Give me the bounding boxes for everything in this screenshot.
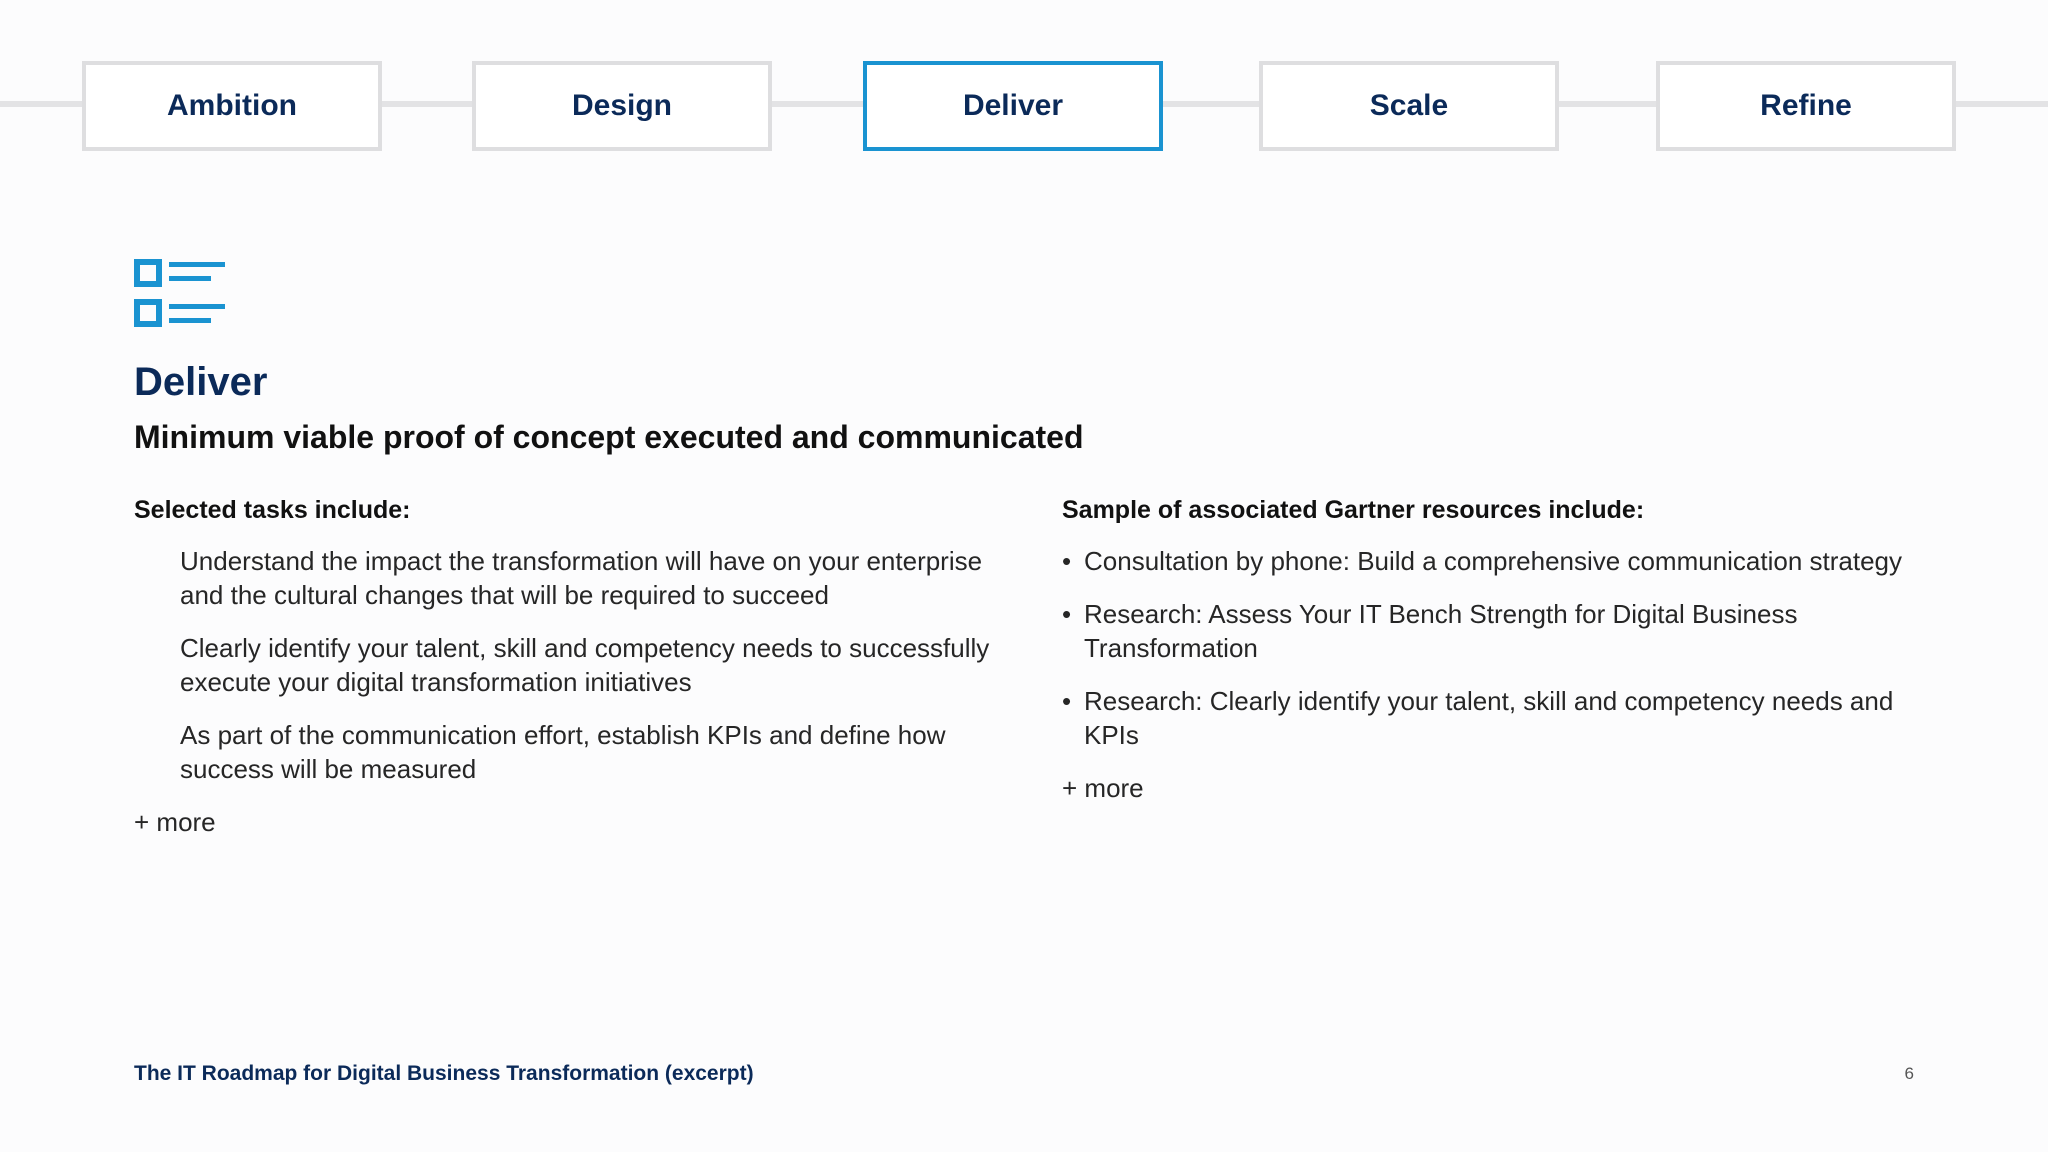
step-label: Deliver bbox=[962, 89, 1064, 122]
step-deliver[interactable] bbox=[863, 61, 1163, 151]
resources-list bbox=[1062, 544, 1942, 752]
resource-text: Research: Clearly identify your talent, skill and competency needs and KPIs bbox=[1084, 686, 1894, 750]
footer-title: The IT Roadmap for Digital Business Transformation (excerpt) bbox=[134, 1062, 754, 1085]
task-item: As part of the communication effort, establish KPIs and define how success will be measured bbox=[180, 720, 946, 784]
resources-more-link[interactable]: + more bbox=[1062, 773, 1144, 803]
resources-column bbox=[1062, 492, 1942, 805]
tasks-more-link[interactable]: + more bbox=[134, 807, 216, 837]
step-scale[interactable] bbox=[1259, 61, 1559, 151]
section-title: Deliver bbox=[134, 360, 268, 404]
task-item: Clearly identify your talent, skill and competency needs to successfully execute your digital transformation initiatives bbox=[180, 633, 990, 697]
step-label: Ambition bbox=[167, 89, 297, 122]
resource-item[interactable] bbox=[1062, 684, 1942, 752]
resource-item[interactable] bbox=[1062, 597, 1942, 665]
resource-item[interactable] bbox=[1062, 544, 1942, 578]
tasks-heading: Selected tasks include: bbox=[134, 496, 411, 524]
list-icon bbox=[134, 259, 228, 329]
step-label: Design bbox=[571, 89, 673, 122]
section-subtitle: Minimum viable proof of concept executed and communicated bbox=[134, 419, 1084, 455]
step-ambition[interactable] bbox=[82, 61, 382, 151]
step-label: Scale bbox=[1369, 89, 1449, 122]
step-design[interactable] bbox=[472, 61, 772, 151]
task-item: Understand the impact the transformation will have on your enterprise and the cultural changes that will be required to succeed bbox=[180, 546, 983, 610]
resource-text: Consultation by phone: Build a comprehensive communication strategy bbox=[1084, 546, 1903, 576]
tasks-column bbox=[134, 492, 994, 839]
bullet-icon: • bbox=[1062, 546, 1072, 576]
bullet-icon: • bbox=[1062, 599, 1072, 629]
step-label: Refine bbox=[1760, 89, 1852, 122]
resources-heading: Sample of associated Gartner resources include: bbox=[1062, 496, 1645, 524]
bullet-icon: • bbox=[1062, 686, 1072, 716]
resource-text: Research: Assess Your IT Bench Strength for Digital Business Transformation bbox=[1084, 599, 1798, 663]
tasks-list bbox=[134, 544, 994, 786]
step-refine[interactable] bbox=[1656, 61, 1956, 151]
page-number: 6 bbox=[1904, 1064, 1914, 1083]
